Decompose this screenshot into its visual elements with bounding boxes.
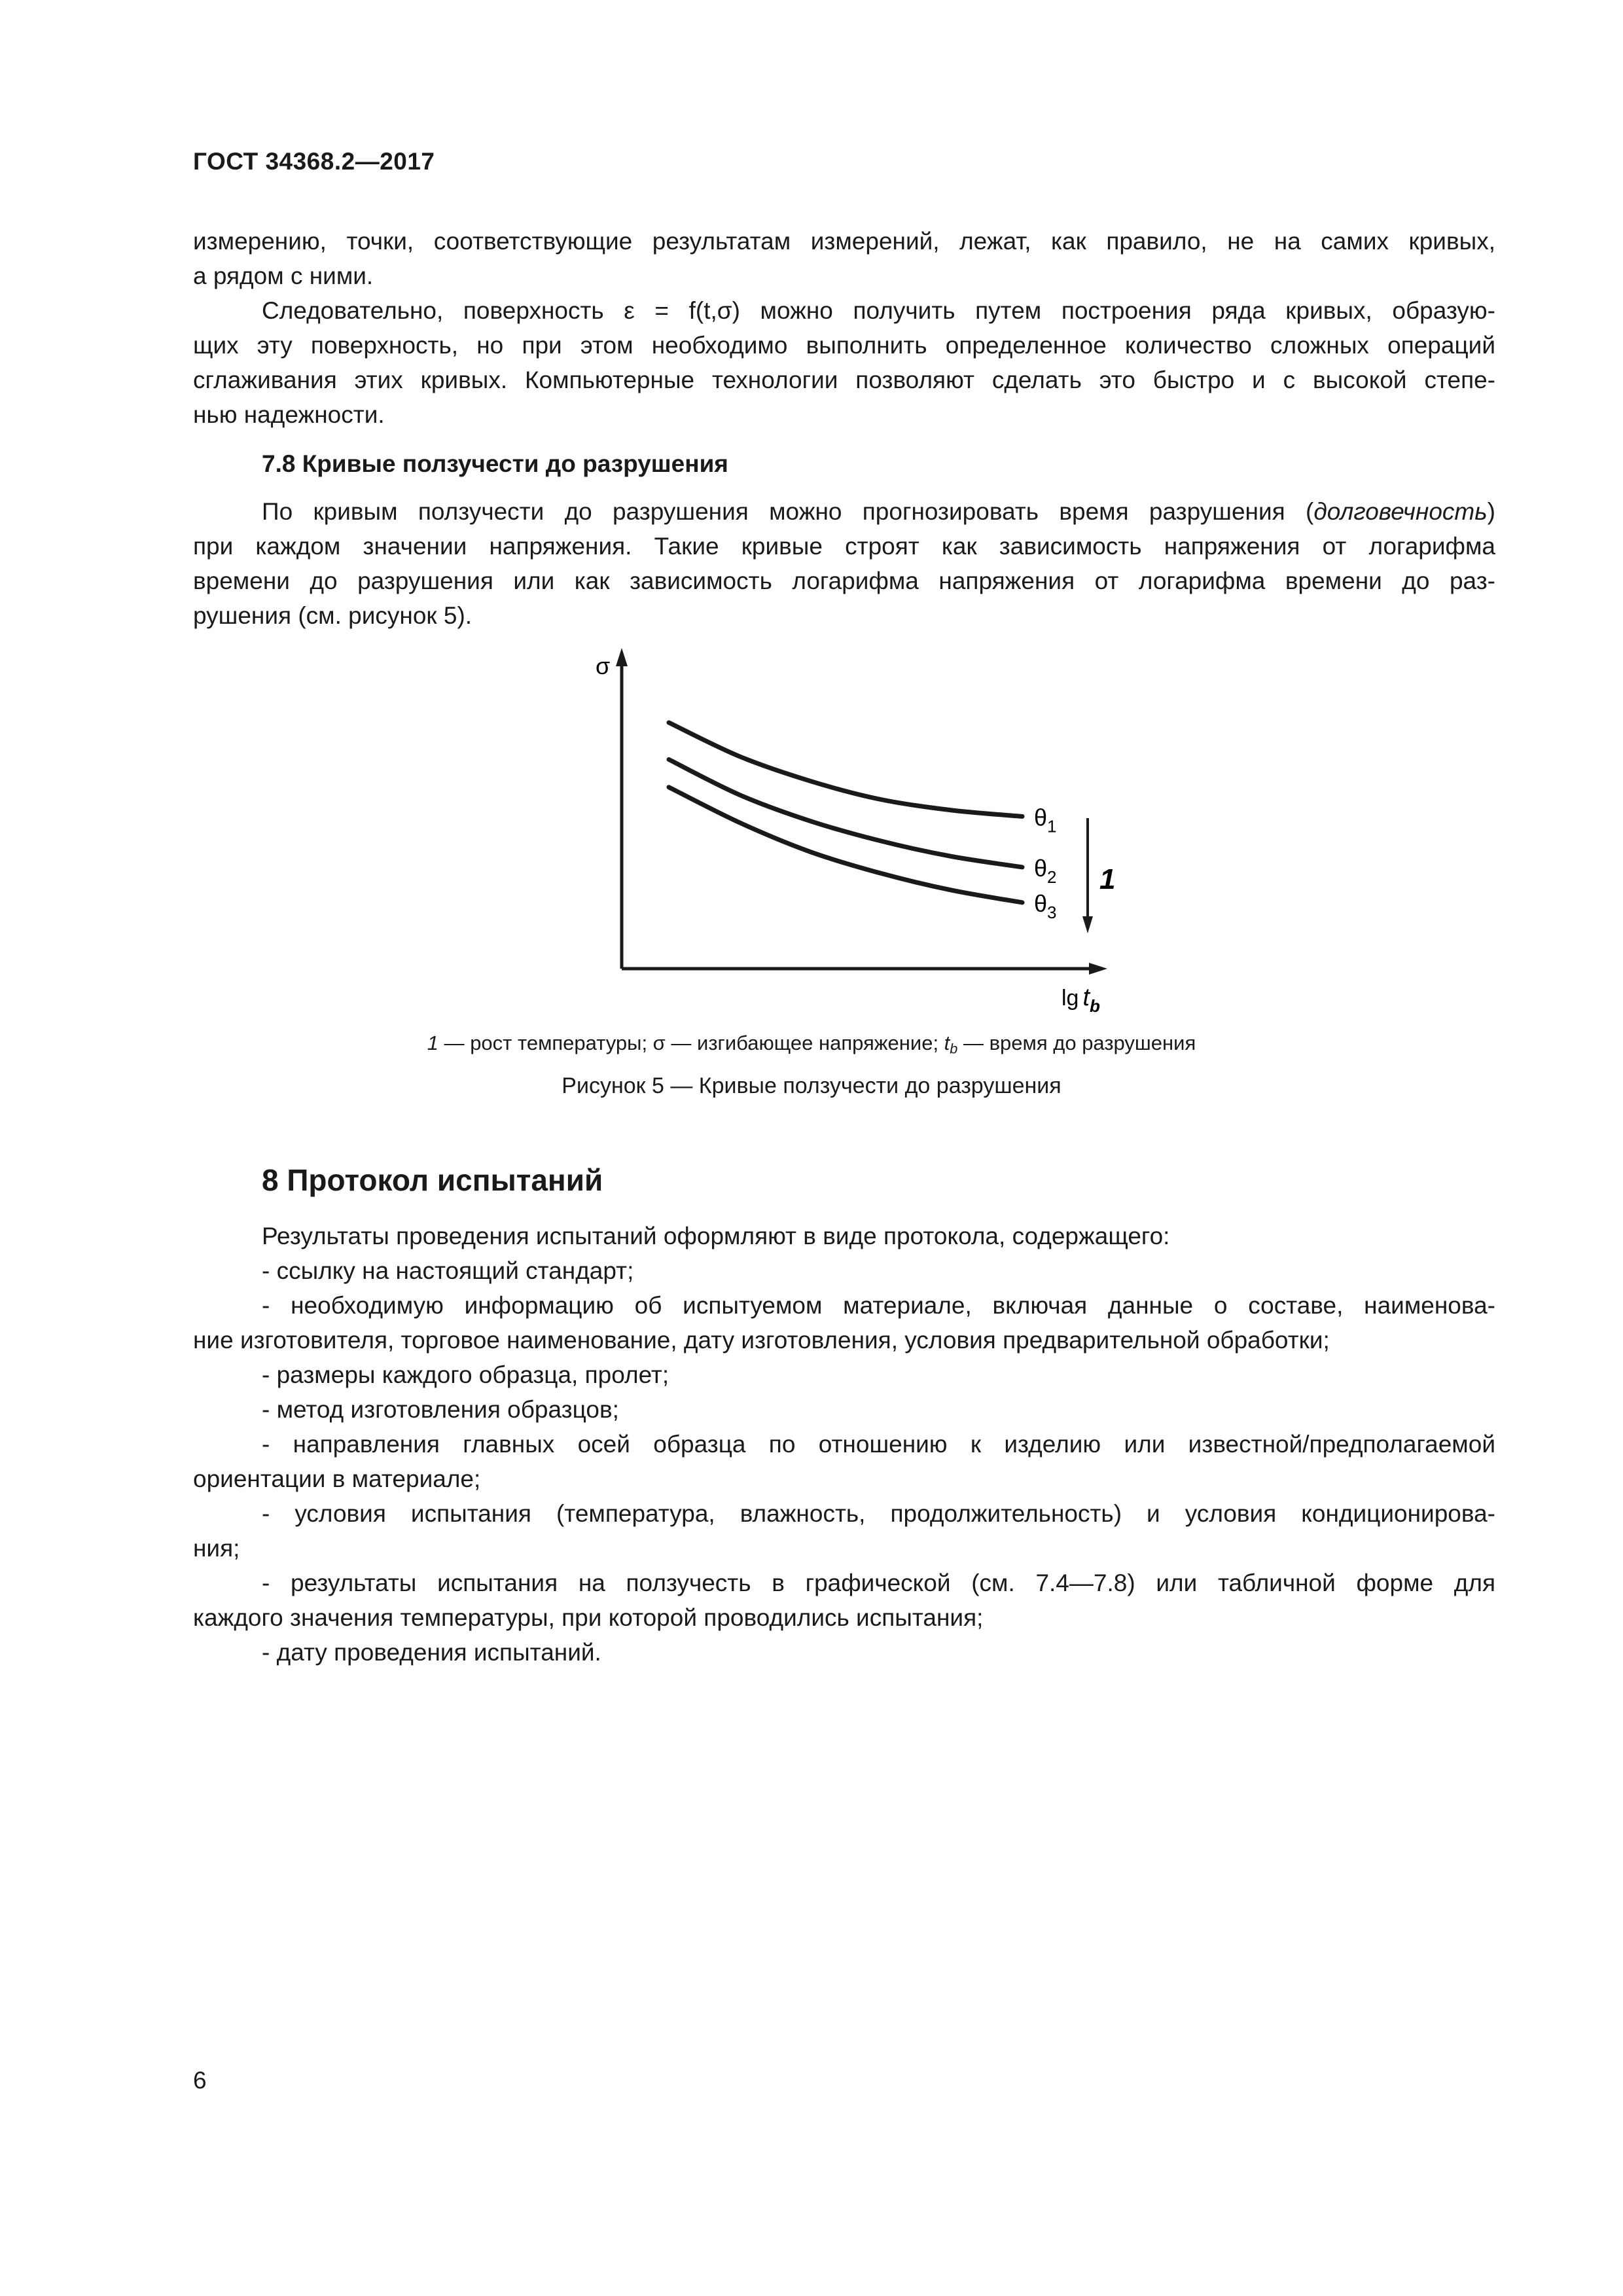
series-label-theta-3: $\theta_3$ xyxy=(1034,889,1057,922)
list-item: - необходимую информацию об испытуемом материале, включая данные о составе, наименова- ние изготовителя, торговое наименование, дату изготовления, условия предварительной обработки; xyxy=(193,1292,1495,1354)
section-heading-8: 8 Протокол испытаний xyxy=(262,1163,603,1197)
creep-rupture-chart xyxy=(576,641,1126,1021)
x-axis-arrow xyxy=(1089,963,1107,975)
series-label-theta-1: $\theta_1$ xyxy=(1034,804,1057,836)
y-axis-label: σ xyxy=(596,653,611,679)
figure-5 xyxy=(576,641,1126,1024)
figure-legend: 1 — рост температуры; σ — изгибающее напряжение; $t_b$ — время до разрушения xyxy=(427,1031,1196,1057)
section-heading-7-8: 7.8 Кривые ползучести до разрушения xyxy=(262,450,728,477)
series-label-theta-2: $\theta_2$ xyxy=(1034,854,1057,887)
y-axis-arrow xyxy=(616,648,628,666)
paragraph-surface: Следовательно, поверхность ε = f(t,σ) можно получить путем построения ряда кривых, образую- щих эту поверхность, но при этом необходимо выполнить определенное количество сложных операций сглаживания этих кривых. Компьютерные технологии позволяют сделать это быстро и с высокой степе- нью надежности. xyxy=(193,297,1495,428)
section-7-8 xyxy=(193,446,1495,633)
list-item: - размеры каждого образца, пролет; xyxy=(262,1361,669,1388)
protocol-intro: Результаты проведения испытаний оформляют в виде протокола, содержащего: xyxy=(262,1223,1170,1249)
list-item: - условия испытания (температура, влажность, продолжительность) и условия кондиционирова- ния; xyxy=(193,1500,1495,1562)
trend-label: 1 xyxy=(1099,863,1116,895)
page-number: 6 xyxy=(193,2067,207,2094)
trend-arrow-head xyxy=(1082,916,1093,933)
list-item: - ссылку на настоящий стандарт; xyxy=(262,1257,634,1284)
list-item: - метод изготовления образцов; xyxy=(262,1396,619,1423)
paragraph-continuation: измерению, точки, соответствующие результатам измерений, лежат, как правило, не на самих кривых, а рядом с ними. xyxy=(193,228,1495,289)
section-8-body xyxy=(193,1219,1495,1670)
figure-caption: Рисунок 5 — Кривые ползучести до разрушения xyxy=(562,1073,1061,1098)
paragraph-creep-rupture: По кривым ползучести до разрушения можно прогнозировать время разрушения (долговечность) при каждом значении напряжения. Такие кривые строят как зависимость напряжения от логарифма времени до разрушения или как зависимость логарифма напряжения от логарифма времени до раз- рушения (см. рисунок 5). xyxy=(193,498,1495,629)
list-item: - направления главных осей образца по отношению к изделию или известной/предполагаемой ориентации в материале; xyxy=(193,1431,1495,1492)
document-header: ГОСТ 34368.2—2017 xyxy=(193,148,435,175)
list-item: - дату проведения испытаний. xyxy=(262,1639,601,1666)
series-line-theta-1 xyxy=(669,723,1022,816)
intro-text xyxy=(193,224,1495,432)
series-line-theta-3 xyxy=(669,787,1022,903)
list-item: - результаты испытания на ползучесть в графической (см. 7.4—7.8) или табличной форме для каждого значения температуры, при которой проводились испытания; xyxy=(193,1570,1495,1631)
x-axis-label: $\lg t_b$ xyxy=(1061,984,1100,1016)
